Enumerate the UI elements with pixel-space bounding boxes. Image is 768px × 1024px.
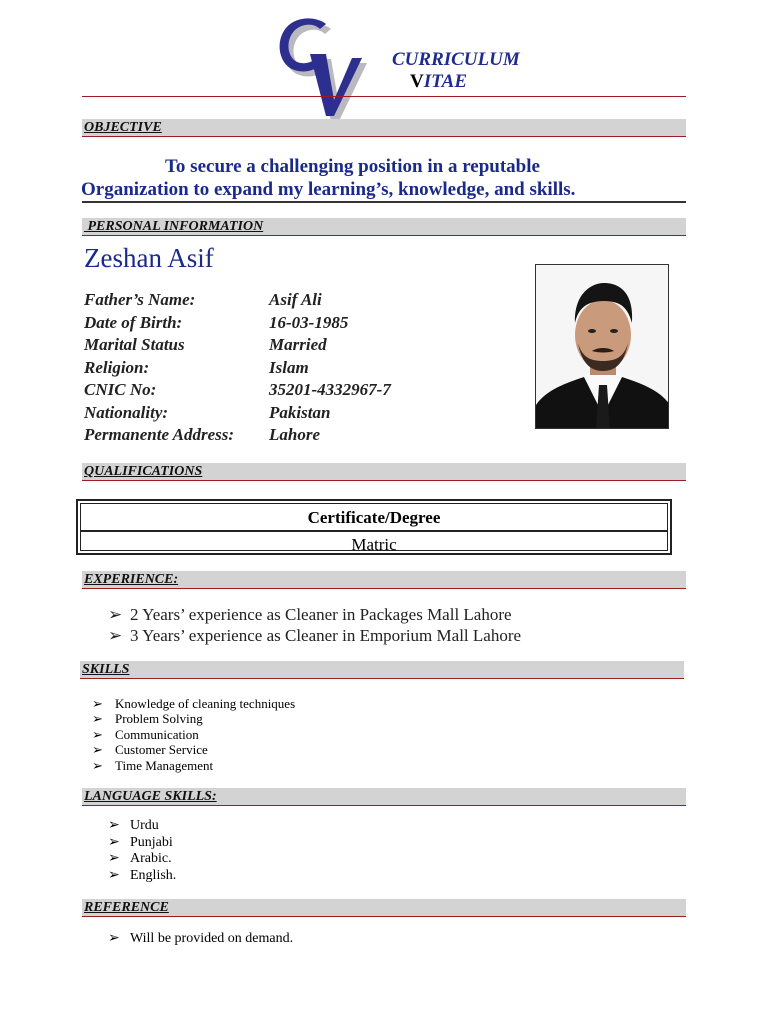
list-item: ➢ English. xyxy=(108,867,177,883)
section-qualifications xyxy=(82,463,686,481)
title-line-1: CURRICULUM xyxy=(392,49,520,70)
section-reference xyxy=(82,899,686,917)
objective-rule xyxy=(82,201,686,203)
arrow-bullet-icon: ➢ xyxy=(108,625,123,645)
section-personal-information xyxy=(82,218,686,236)
info-row: Date of Birth: 16-03-1985 xyxy=(84,312,349,332)
profile-photo xyxy=(535,264,669,429)
list-item: ➢ Problem Solving xyxy=(92,711,203,727)
arrow-bullet-icon: ➢ xyxy=(92,696,103,711)
list-item: ➢ Urdu xyxy=(108,818,159,833)
objective-text: To secure a challenging position in a reputable Organization to expand my learning’s, knowledge, and skills. xyxy=(81,156,576,200)
section-objective xyxy=(82,119,686,137)
arrow-bullet-icon: ➢ xyxy=(92,757,103,773)
languages-list xyxy=(108,818,176,884)
document-title xyxy=(392,49,520,93)
list-item: ➢ Arabic. xyxy=(108,851,172,867)
arrow-bullet-icon: ➢ xyxy=(108,931,120,946)
experience-list xyxy=(108,605,521,646)
info-row: Permanente Address: Lahore xyxy=(84,425,320,444)
list-item: ➢ Punjabi xyxy=(108,834,173,850)
cv-logo xyxy=(268,14,368,122)
info-row: Marital Status Married xyxy=(84,335,327,354)
list-item: ➢ Customer Service xyxy=(92,742,208,758)
info-row: Father’s Name: Asif Ali xyxy=(84,290,322,309)
section-languages-label: LANGUAGE SKILLS: xyxy=(84,789,217,804)
qualifications-table xyxy=(76,499,672,555)
list-item: ➢ Knowledge of cleaning techniques xyxy=(92,696,296,711)
section-skills xyxy=(80,661,684,679)
skills-list xyxy=(92,696,295,773)
arrow-bullet-icon: ➢ xyxy=(108,818,120,833)
header-rule xyxy=(82,96,686,97)
list-item: ➢ Communication xyxy=(92,726,199,742)
title-line-2: VITAE xyxy=(410,71,468,92)
arrow-bullet-icon: ➢ xyxy=(108,605,123,624)
section-language-skills xyxy=(82,788,686,806)
table-divider xyxy=(81,530,667,532)
candidate-name: Zeshan Asif xyxy=(84,243,214,273)
arrow-bullet-icon: ➢ xyxy=(92,742,103,758)
arrow-bullet-icon: ➢ xyxy=(92,726,103,742)
list-item: ➢ 2 Years’ experience as Cleaner in Packages Mall Lahore xyxy=(108,605,512,624)
list-item: ➢ 3 Years’ experience as Cleaner in Emporium Mall Lahore xyxy=(108,625,522,645)
arrow-bullet-icon: ➢ xyxy=(108,867,120,883)
section-personal-label: PERSONAL INFORMATION xyxy=(84,219,264,234)
info-row: Religion: Islam xyxy=(84,357,309,377)
section-reference-label: REFERENCE xyxy=(84,900,169,915)
info-row: CNIC No: 35201-4332967-7 xyxy=(84,380,391,399)
section-objective-label: OBJECTIVE xyxy=(84,120,162,135)
list-item: ➢ Will be provided on demand. xyxy=(108,931,294,946)
section-qualifications-label: QUALIFICATIONS xyxy=(84,464,203,479)
arrow-bullet-icon: ➢ xyxy=(92,711,103,727)
arrow-bullet-icon: ➢ xyxy=(108,851,120,867)
section-experience-label: EXPERIENCE: xyxy=(84,572,179,587)
section-experience xyxy=(82,571,686,589)
table-cell: Matric xyxy=(351,535,397,554)
table-header: Certificate/Degree xyxy=(307,508,441,527)
list-item: ➢ Time Management xyxy=(92,757,214,773)
arrow-bullet-icon: ➢ xyxy=(108,834,120,850)
reference-list xyxy=(108,930,293,947)
section-skills-label: SKILLS xyxy=(82,662,130,677)
info-row: Nationality: Pakistan xyxy=(84,402,331,422)
